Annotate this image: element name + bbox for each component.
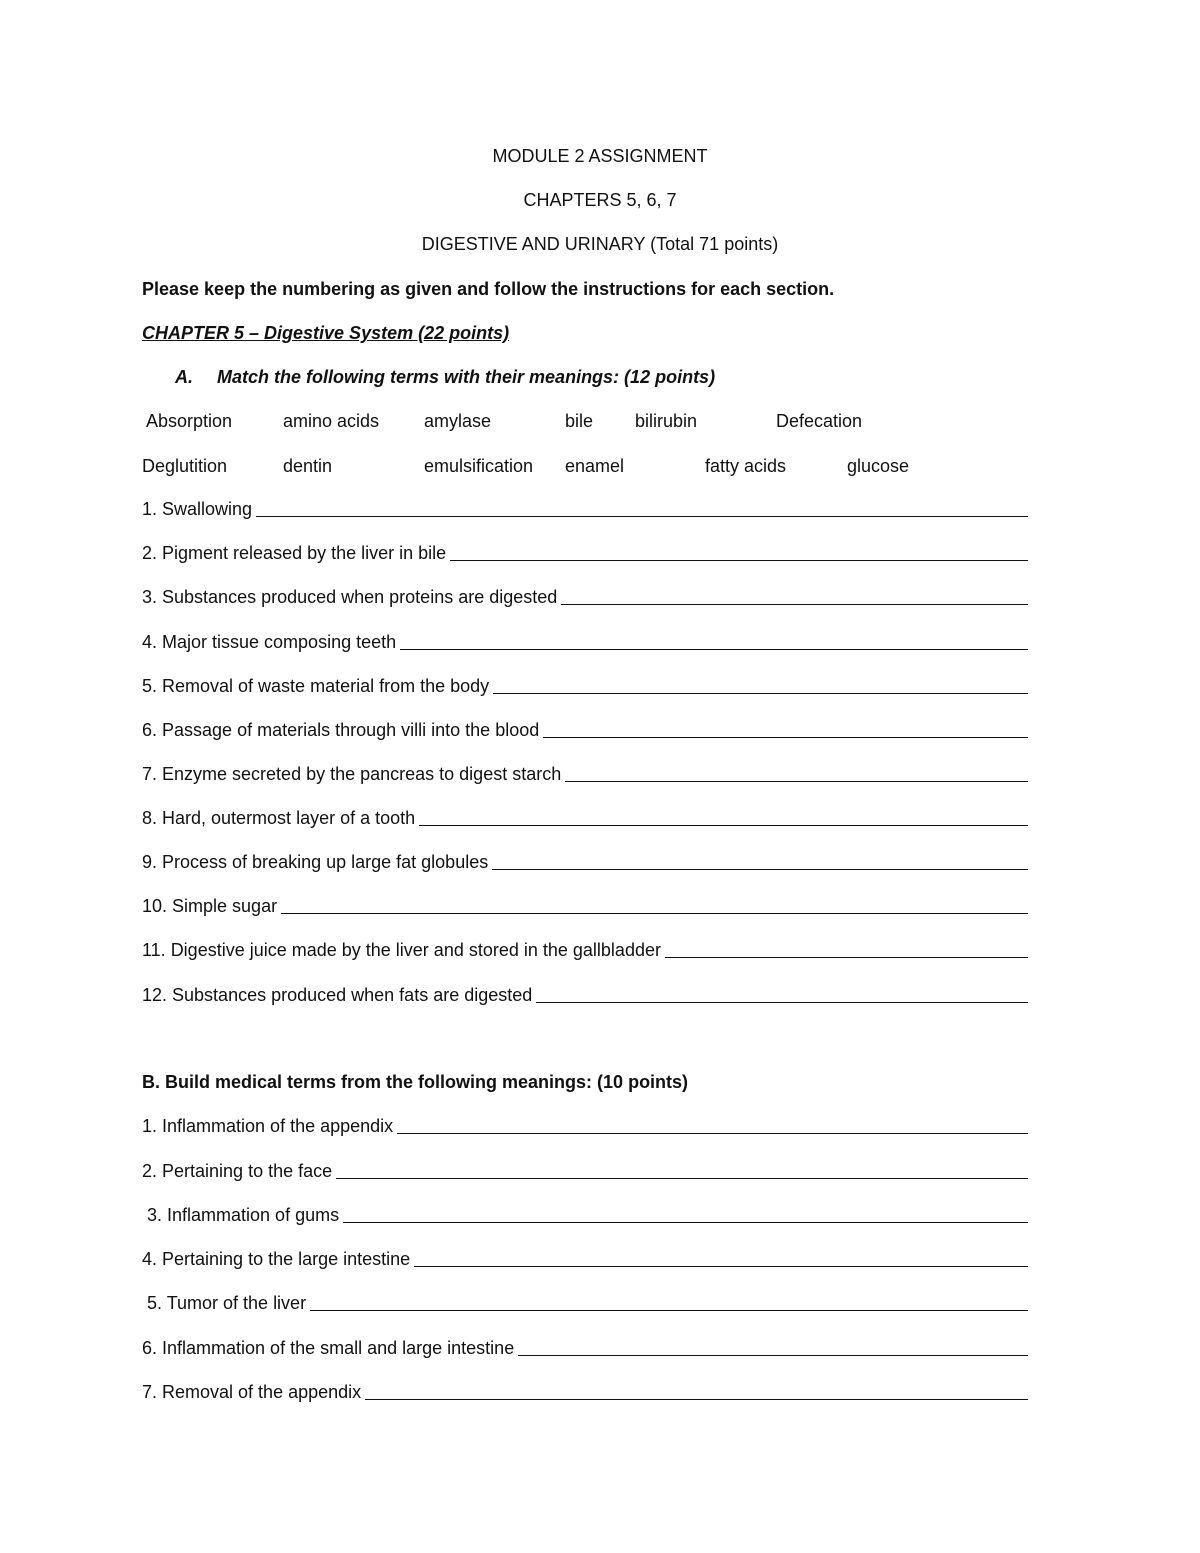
word-bank-term: fatty acids [705,456,787,476]
answer-line[interactable] [543,736,1028,738]
question-text: 5. Tumor of the liver [142,1293,307,1313]
word-bank-term: bilirubin [635,411,698,431]
answer-line[interactable] [336,1177,1028,1179]
chapters-line: CHAPTERS 5, 6, 7 [523,190,677,210]
answer-line[interactable] [536,1001,1028,1003]
question-text: 4. Major tissue composing teeth [142,632,397,652]
word-bank-term: glucose [847,456,910,476]
answer-line[interactable] [419,824,1028,826]
answer-line[interactable] [343,1221,1028,1223]
answer-line[interactable] [414,1265,1028,1267]
question-row [142,763,1028,785]
question-row [142,895,1028,917]
word-bank-term: Defecation [776,411,863,431]
question-text: 2. Pertaining to the face [142,1161,333,1181]
question-text: 3. Inflammation of gums [142,1205,340,1225]
question-row [142,1337,1028,1359]
answer-line[interactable] [565,780,1028,782]
question-row [142,675,1028,697]
answer-line[interactable] [397,1132,1028,1134]
answer-line[interactable] [450,559,1028,561]
answer-line[interactable] [256,515,1028,517]
question-text: 8. Hard, outermost layer of a tooth [142,808,416,828]
page-title: MODULE 2 ASSIGNMENT [492,146,708,166]
sectionA-title: Match the following terms with their meanings: (12 points) [217,367,716,387]
question-text: 2. Pigment released by the liver in bile [142,543,447,563]
general-instruction: Please keep the numbering as given and follow the instructions for each section. [142,279,835,299]
question-text: 10. Simple sugar [142,896,278,916]
question-row [142,1115,1028,1137]
question-text: 1. Swallowing [142,499,253,519]
question-row [142,1292,1028,1314]
sectionA-heading [175,366,715,388]
question-row [142,1204,1028,1226]
question-row [142,1248,1028,1270]
question-text: 3. Substances produced when proteins are digested [142,587,558,607]
chapter5-heading: CHAPTER 5 – Digestive System (22 points) [142,323,510,343]
answer-line[interactable] [281,912,1028,914]
answer-line[interactable] [665,956,1028,958]
answer-line[interactable] [365,1398,1028,1400]
word-bank-term: amino acids [283,411,380,431]
word-bank-term: dentin [283,456,333,476]
question-text: 1. Inflammation of the appendix [142,1116,394,1136]
question-text: 6. Inflammation of the small and large intestine [142,1338,515,1358]
answer-line[interactable] [492,868,1028,870]
question-text: 11. Digestive juice made by the liver and stored in the gallbladder [142,940,661,960]
answer-line[interactable] [518,1354,1028,1356]
question-row [142,631,1028,653]
question-text: 9. Process of breaking up large fat globules [142,852,489,872]
question-row [142,719,1028,741]
question-row [142,586,1028,608]
question-row [142,542,1028,564]
question-row [142,1381,1028,1403]
question-text: 5. Removal of waste material from the body [142,676,490,696]
answer-line[interactable] [493,692,1028,694]
word-bank-term: emulsification [424,456,534,476]
question-text: 7. Enzyme secreted by the pancreas to digest starch [142,764,562,784]
question-text: 7. Removal of the appendix [142,1382,362,1402]
answer-line[interactable] [310,1309,1028,1311]
word-bank-term: Absorption [146,411,233,431]
answer-line[interactable] [561,603,1028,605]
question-row [142,807,1028,829]
subject-line: DIGESTIVE AND URINARY (Total 71 points) [421,234,779,254]
question-row [142,984,1028,1006]
question-row [142,1160,1028,1182]
word-bank-term: Deglutition [142,456,228,476]
sectionB-heading: B. Build medical terms from the following meanings: (10 points) [142,1072,689,1092]
question-row [142,851,1028,873]
question-text: 4. Pertaining to the large intestine [142,1249,411,1269]
word-bank-term: enamel [565,456,625,476]
question-row [142,939,1028,961]
answer-line[interactable] [400,648,1028,650]
sectionA-letter: A. [175,367,193,387]
word-bank-term: amylase [424,411,492,431]
question-text: 12. Substances produced when fats are digested [142,985,533,1005]
question-row [142,498,1028,520]
word-bank-term: bile [565,411,594,431]
question-text: 6. Passage of materials through villi into the blood [142,720,540,740]
